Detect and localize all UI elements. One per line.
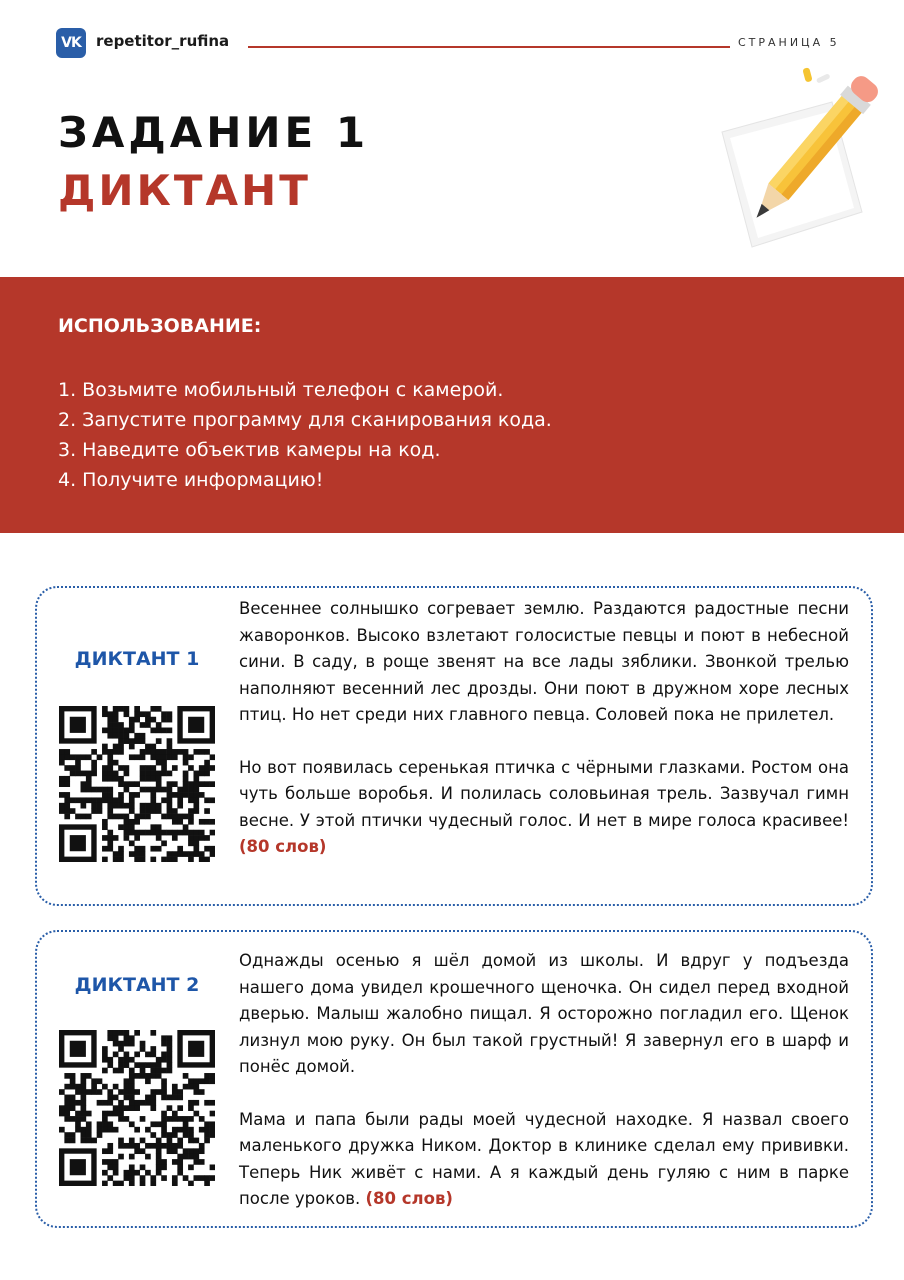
usage-step: 2. Запустите программу для сканирования кода. (58, 409, 552, 431)
usage-step: 4. Получите информацию! (58, 469, 324, 491)
page-number: СТРАНИЦА 5 (738, 36, 840, 49)
dictation-text (239, 948, 849, 1213)
usage-instructions-panel (0, 277, 904, 533)
usage-step: 1. Возьмите мобильный телефон с камерой. (58, 379, 504, 401)
dictation-text (239, 596, 849, 861)
usage-steps (58, 375, 552, 495)
usage-heading: ИСПОЛЬЗОВАНИЕ: (58, 315, 262, 337)
qr-code-icon[interactable] (59, 1030, 215, 1186)
pencil-icon (712, 62, 882, 252)
author-handle[interactable]: repetitor_rufina (96, 32, 230, 50)
dictation-paragraph: Однажды осенью я шёл домой из школы. И вдруг у подъезда нашего дома увидел крошечного щеночка. Он сидел перед входной дверью. Малыш жалобно пищал. Я осторожно погладил его. Щенок лизнул мою руку. Он был такой грустный! Я завернул его в шарф и понёс домой. (239, 951, 849, 1076)
dictation-paragraph: Но вот появилась серенькая птичка с чёрными глазками. Ростом она чуть больше воробья. И полилась соловьиная трель. Зазвучал гимн весне. У этой птички чудесный голос. И нет в мире голоса красивее! (80 слов) (239, 757, 849, 856)
task-subtitle: ДИКТАНТ (58, 166, 311, 215)
usage-step: 3. Наведите объектив камеры на код. (58, 439, 441, 461)
dictation-label: ДИКТАНТ 2 (74, 974, 200, 996)
vk-logo-icon[interactable]: VK (56, 28, 86, 58)
dictation-card-1 (35, 586, 873, 906)
word-count: (80 слов) (239, 837, 327, 856)
dictation-label: ДИКТАНТ 1 (74, 648, 200, 670)
word-count: (80 слов) (365, 1189, 453, 1208)
dictation-paragraph: Мама и папа были рады моей чудесной находке. Я назвал своего маленького дружка Ником. Доктор в клинике сделал ему прививки. Теперь Ник живёт с нами. А я каждый день гуляю с ним в парке после уроков. (80 слов) (239, 1109, 849, 1208)
page-header (56, 28, 856, 58)
dictation-card-2 (35, 930, 873, 1228)
task-title: ЗАДАНИЕ 1 (58, 108, 370, 157)
qr-code-icon[interactable] (59, 706, 215, 862)
dictation-paragraph: Весеннее солнышко согревает землю. Раздаются радостные песни жаворонков. Высоко взлетают голосистые певцы и поют в небесной сини. В саду, в роще звенят на все лады зяблики. Звонкой трелью наполняют весенний лес дрозды. Они поют в дружном хоре лесных птиц. Но нет среди них главного певца. Соловей пока не прилетел. (239, 599, 849, 724)
header-divider (248, 46, 730, 48)
